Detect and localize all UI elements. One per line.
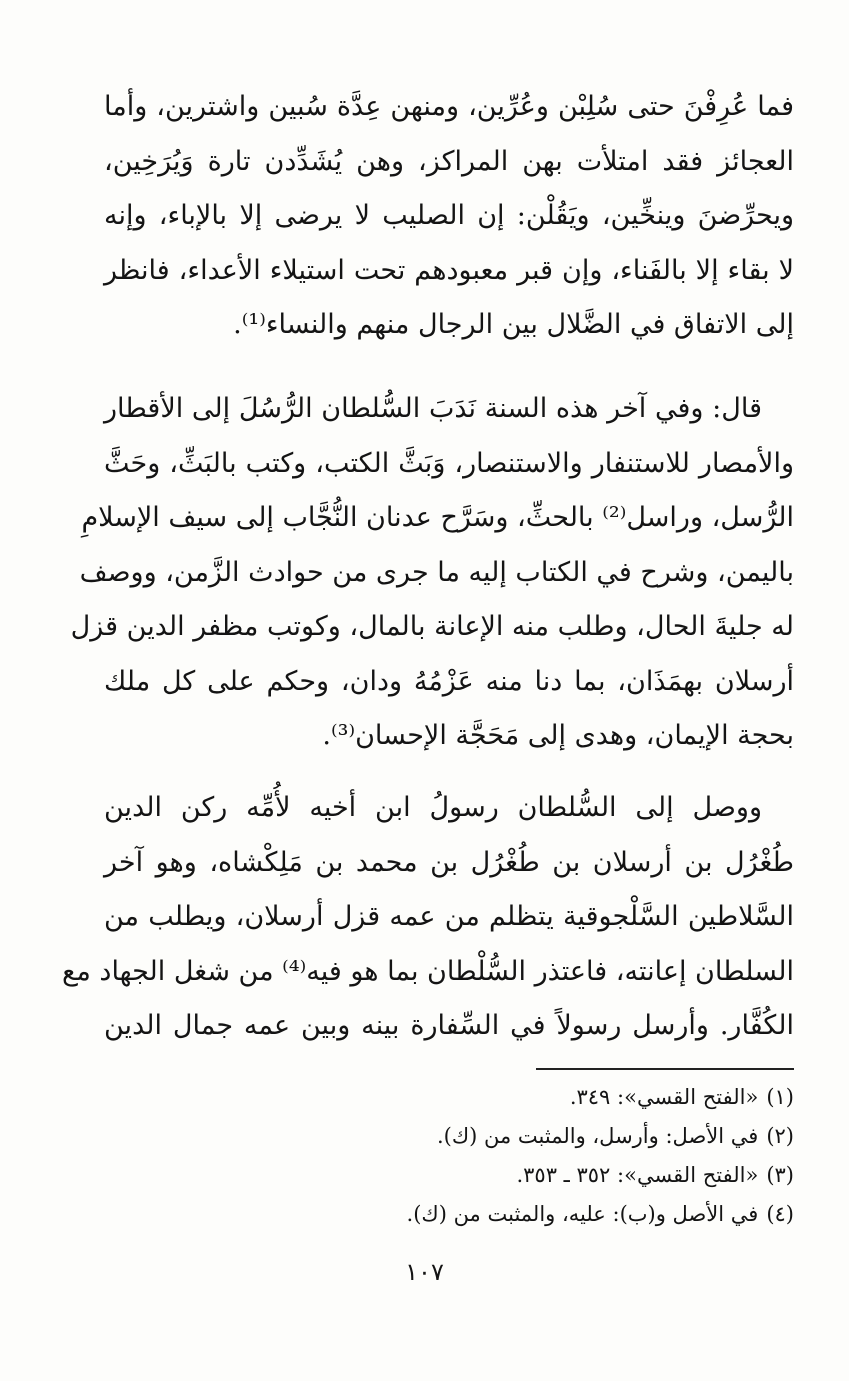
text-line: أرسلان بهمَذَان، بما دنا منه عَزْمُهُ ودان، وحكم على كل ملك	[104, 665, 794, 697]
text-line: الكُفَّار. وأرسل رسولاً في السِّفارة بينه وبين عمه جمال الدين	[104, 1010, 794, 1041]
text-line: له جليةَ الحال، وطلب منه الإعانة بالمال، وكوتب مظفر الدين قزل	[70, 611, 794, 642]
text-line: ويحرِّضنَ وينخِّين، ويَقُلْن: إن الصليب لا يرضى إلا بالإباء، وإنه	[104, 200, 794, 231]
text-line: قال: وفي آخر هذه السنة نَدَبَ السُّلطان الرُّسُلَ إلى الأقطار	[104, 393, 762, 424]
footnote-number: (٢)	[766, 1124, 794, 1148]
footnote	[300, 1156, 794, 1195]
text-line: السلطان إعانته، فاعتذر السُّلْطان بما هو فيه⁽⁴⁾ من شغل الجهاد مع	[62, 955, 794, 987]
footnote-number: (٣)	[766, 1163, 794, 1187]
text-line: الرُّسل، وراسل⁽²⁾ بالحثِّ، وسَرَّح عدنان النُّجَّاب إلى سيف الإسلامِ	[81, 502, 794, 533]
footnote-text: «الفتح القسي»: ٣٥٢ ـ ٣٥٣.	[516, 1163, 759, 1187]
footnote	[300, 1195, 794, 1234]
text-line: ووصل إلى السُّلطان رسولُ ابن أخيه لأُمِّه ركن الدين	[104, 792, 762, 823]
footnote-text: في الأصل: وأرسل، والمثبت من (ك).	[436, 1124, 759, 1148]
text-line: السَّلاطين السَّلْجوقية يتظلم من عمه قزل أرسلان، ويطلب من	[104, 901, 794, 932]
text-line: إلى الاتفاق في الضَّلال بين الرجال منهم والنساء⁽¹⁾.	[233, 309, 794, 340]
footnote-text: «الفتح القسي»: ٣٤٩.	[569, 1085, 759, 1109]
footnote-divider	[536, 1068, 794, 1070]
text-line: باليمن، وشرح في الكتاب إليه ما جرى من حوادث الزَّمن، ووصف	[79, 556, 794, 588]
text-line: طُغْرُل بن أرسلان بن طُغْرُل بن محمد بن مَلِكْشاه، وهو آخر	[104, 846, 794, 878]
text-line: العجائز فقد امتلأت بهن المراكز، وهن يُشَدِّدن تارة وَيُرَخِين،	[104, 145, 794, 177]
paragraph-1	[104, 80, 794, 353]
text-line: بحجة الإيمان، وهدى إلى مَحَجَّة الإحسان⁽³⁾.	[322, 720, 794, 751]
text-line: لا بقاء إلا بالفَناء، وإن قبر معبودهم تحت استيلاء الأعداء، فانظر	[104, 254, 794, 286]
footnote-text: في الأصل و(ب): عليه، والمثبت من (ك).	[406, 1202, 759, 1226]
footnote-number: (١)	[766, 1085, 794, 1109]
footnote-number: (٤)	[766, 1202, 794, 1226]
page-number: ١٠٧	[405, 1258, 444, 1286]
paragraph-3	[62, 781, 794, 1054]
footnotes	[300, 1078, 794, 1234]
footnote	[300, 1117, 794, 1156]
text-line: والأمصار للاستنفار والاستنصار، وَبَثَّ الكتب، وكتب بالبَثِّ، وحَثَّ	[104, 447, 794, 479]
footnote	[300, 1078, 794, 1117]
text-line: فما عُرِفْنَ حتى سُلِبْن وعُرِّين، ومنهن عِدَّة سُبين واشترين، وأما	[104, 91, 794, 122]
paragraph-2	[70, 382, 794, 764]
